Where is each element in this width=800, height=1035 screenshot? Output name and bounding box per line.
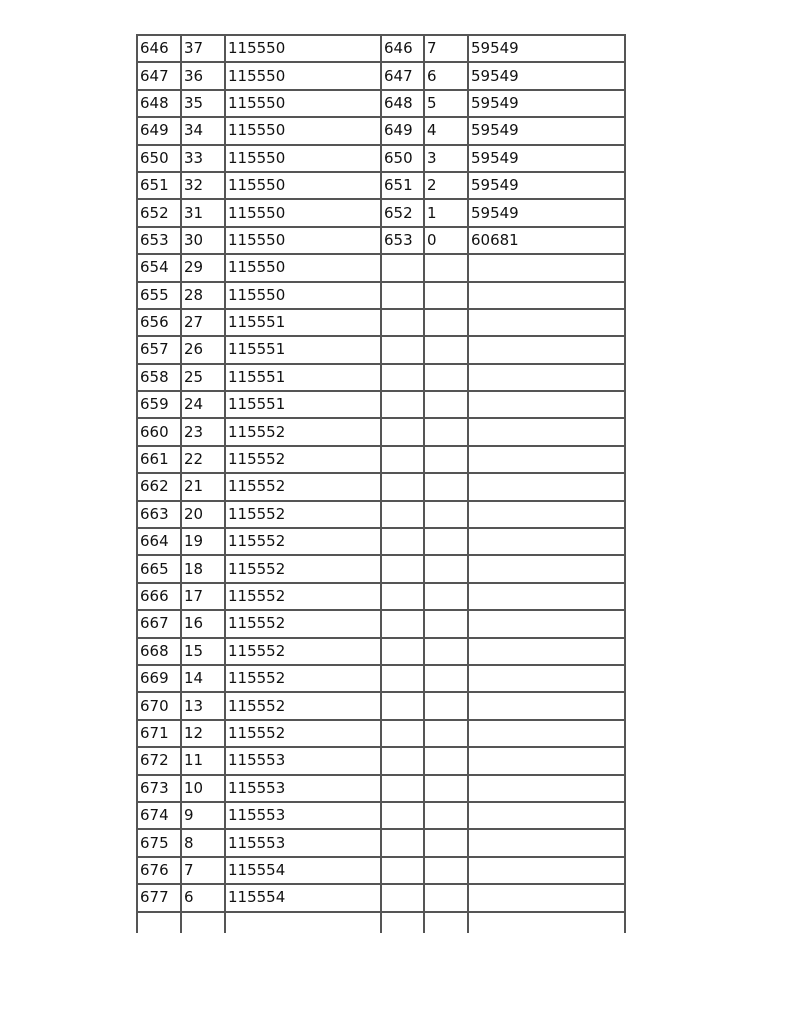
table-cell	[381, 912, 424, 933]
table-row	[137, 501, 625, 528]
table-cell: 662	[137, 473, 181, 500]
table-cell: 663	[137, 501, 181, 528]
table-cell	[381, 309, 424, 336]
table-cell: 667	[137, 610, 181, 637]
table-cell: 668	[137, 638, 181, 665]
table-cell: 17	[181, 583, 225, 610]
table-row	[137, 117, 625, 144]
table-cell: 115551	[225, 336, 381, 363]
table-cell: 673	[137, 775, 181, 802]
table-row	[137, 35, 625, 62]
table-row	[137, 309, 625, 336]
table-cell	[468, 418, 625, 445]
table-cell	[424, 638, 468, 665]
table-cell	[424, 364, 468, 391]
table-cell	[137, 912, 181, 933]
table-cell: 653	[381, 227, 424, 254]
table-cell	[424, 528, 468, 555]
table-cell	[381, 501, 424, 528]
table-cell: 115552	[225, 665, 381, 692]
table-cell	[468, 775, 625, 802]
table-row	[137, 912, 625, 933]
table-cell: 115553	[225, 747, 381, 774]
table-cell	[381, 638, 424, 665]
table-cell: 664	[137, 528, 181, 555]
table-cell	[424, 418, 468, 445]
table-row	[137, 610, 625, 637]
table-cell	[424, 446, 468, 473]
table-cell: 115553	[225, 829, 381, 856]
table-cell: 665	[137, 555, 181, 582]
table-cell: 649	[381, 117, 424, 144]
table-cell: 13	[181, 692, 225, 719]
table-cell: 115551	[225, 309, 381, 336]
table-cell: 115552	[225, 528, 381, 555]
table-row	[137, 418, 625, 445]
table-cell: 4	[424, 117, 468, 144]
table-cell	[381, 528, 424, 555]
table-cell: 676	[137, 857, 181, 884]
table-row	[137, 145, 625, 172]
table-cell: 115550	[225, 35, 381, 62]
table-cell	[424, 391, 468, 418]
table-row	[137, 747, 625, 774]
table-cell: 36	[181, 62, 225, 89]
table-cell: 115552	[225, 446, 381, 473]
table-cell: 115550	[225, 117, 381, 144]
table-cell	[424, 583, 468, 610]
table-cell: 115550	[225, 282, 381, 309]
table-cell: 674	[137, 802, 181, 829]
table-cell	[181, 912, 225, 933]
table-cell	[424, 282, 468, 309]
table-cell: 11	[181, 747, 225, 774]
table-cell: 657	[137, 336, 181, 363]
table-cell	[468, 446, 625, 473]
table-cell: 115552	[225, 473, 381, 500]
table-cell: 646	[137, 35, 181, 62]
table-cell	[381, 418, 424, 445]
table-cell: 115552	[225, 610, 381, 637]
table-cell	[381, 857, 424, 884]
table-cell: 28	[181, 282, 225, 309]
table-cell	[424, 912, 468, 933]
table-row	[137, 802, 625, 829]
table-cell: 115553	[225, 802, 381, 829]
table-cell: 20	[181, 501, 225, 528]
table-cell: 59549	[468, 145, 625, 172]
table-cell: 7	[424, 35, 468, 62]
table-cell: 60681	[468, 227, 625, 254]
table-cell: 6	[424, 62, 468, 89]
table-cell	[468, 747, 625, 774]
table-row	[137, 857, 625, 884]
table-cell: 115550	[225, 199, 381, 226]
table-row	[137, 62, 625, 89]
table-cell: 59549	[468, 117, 625, 144]
table-cell	[424, 336, 468, 363]
table-cell: 27	[181, 309, 225, 336]
table-cell	[381, 720, 424, 747]
table-cell	[468, 720, 625, 747]
table-cell: 115552	[225, 555, 381, 582]
table-row	[137, 829, 625, 856]
table-cell	[468, 528, 625, 555]
table-cell: 648	[381, 90, 424, 117]
table-cell	[424, 775, 468, 802]
table-cell	[468, 555, 625, 582]
table-row	[137, 884, 625, 911]
table-cell: 675	[137, 829, 181, 856]
table-cell	[381, 775, 424, 802]
table-cell: 16	[181, 610, 225, 637]
table-cell: 115550	[225, 227, 381, 254]
table-cell: 677	[137, 884, 181, 911]
table-cell	[381, 282, 424, 309]
table-cell: 115552	[225, 692, 381, 719]
table-cell: 661	[137, 446, 181, 473]
table-cell: 34	[181, 117, 225, 144]
table-cell: 653	[137, 227, 181, 254]
table-cell: 9	[181, 802, 225, 829]
table-cell	[468, 309, 625, 336]
table-cell	[381, 802, 424, 829]
table-cell	[468, 336, 625, 363]
table-cell: 115554	[225, 857, 381, 884]
table-cell: 648	[137, 90, 181, 117]
table-cell: 652	[381, 199, 424, 226]
table-body	[137, 35, 625, 933]
data-table	[136, 34, 626, 933]
table-cell: 649	[137, 117, 181, 144]
table-cell: 18	[181, 555, 225, 582]
table-cell: 647	[137, 62, 181, 89]
table-row	[137, 775, 625, 802]
table-cell: 12	[181, 720, 225, 747]
table-cell: 6	[181, 884, 225, 911]
table-cell: 32	[181, 172, 225, 199]
table-cell	[424, 720, 468, 747]
table-cell	[468, 473, 625, 500]
table-cell	[468, 912, 625, 933]
table-cell: 647	[381, 62, 424, 89]
table-cell: 660	[137, 418, 181, 445]
table-cell: 115552	[225, 720, 381, 747]
table-cell: 10	[181, 775, 225, 802]
table-cell: 666	[137, 583, 181, 610]
table-cell: 26	[181, 336, 225, 363]
table-cell: 672	[137, 747, 181, 774]
table-cell	[424, 254, 468, 281]
table-cell: 19	[181, 528, 225, 555]
table-cell	[381, 254, 424, 281]
table-cell: 115552	[225, 501, 381, 528]
table-cell: 115550	[225, 254, 381, 281]
table-cell	[381, 610, 424, 637]
table-cell	[381, 364, 424, 391]
table-cell: 115552	[225, 638, 381, 665]
table-cell: 22	[181, 446, 225, 473]
table-cell	[381, 747, 424, 774]
table-row	[137, 172, 625, 199]
table-cell: 115552	[225, 418, 381, 445]
table-cell: 23	[181, 418, 225, 445]
table-row	[137, 364, 625, 391]
table-cell: 655	[137, 282, 181, 309]
table-cell	[424, 610, 468, 637]
table-cell: 115550	[225, 145, 381, 172]
table-cell	[468, 884, 625, 911]
table-cell	[424, 802, 468, 829]
table-row	[137, 528, 625, 555]
table-cell: 654	[137, 254, 181, 281]
table-cell	[468, 364, 625, 391]
table-cell	[424, 309, 468, 336]
table-row	[137, 555, 625, 582]
table-row	[137, 446, 625, 473]
table-cell	[381, 473, 424, 500]
table-cell	[468, 254, 625, 281]
table-cell: 670	[137, 692, 181, 719]
table-cell	[424, 501, 468, 528]
table-cell: 7	[181, 857, 225, 884]
table-cell	[424, 692, 468, 719]
table-cell: 30	[181, 227, 225, 254]
table-cell: 651	[137, 172, 181, 199]
table-row	[137, 665, 625, 692]
table-row	[137, 90, 625, 117]
table-cell	[468, 829, 625, 856]
table-cell	[424, 665, 468, 692]
table-row	[137, 583, 625, 610]
table-cell: 59549	[468, 90, 625, 117]
table-cell	[381, 555, 424, 582]
table-cell	[424, 473, 468, 500]
table-cell: 21	[181, 473, 225, 500]
table-cell: 35	[181, 90, 225, 117]
table-cell	[381, 446, 424, 473]
table-cell	[468, 282, 625, 309]
table-row	[137, 254, 625, 281]
table-row	[137, 282, 625, 309]
table-cell	[381, 391, 424, 418]
table-row	[137, 720, 625, 747]
table-cell: 59549	[468, 199, 625, 226]
table-cell: 646	[381, 35, 424, 62]
table-cell	[424, 555, 468, 582]
table-cell	[468, 857, 625, 884]
table-cell: 669	[137, 665, 181, 692]
table-cell: 115552	[225, 583, 381, 610]
table-cell: 651	[381, 172, 424, 199]
table-cell: 5	[424, 90, 468, 117]
table-cell	[424, 829, 468, 856]
table-cell: 33	[181, 145, 225, 172]
table-cell: 15	[181, 638, 225, 665]
table-cell	[468, 802, 625, 829]
table-cell	[381, 884, 424, 911]
table-cell: 652	[137, 199, 181, 226]
table-cell: 115554	[225, 884, 381, 911]
table-cell: 59549	[468, 62, 625, 89]
table-row	[137, 391, 625, 418]
table-cell: 115551	[225, 391, 381, 418]
table-cell: 115550	[225, 172, 381, 199]
table-cell	[381, 829, 424, 856]
table-cell: 3	[424, 145, 468, 172]
table-row	[137, 336, 625, 363]
table-cell: 31	[181, 199, 225, 226]
table-cell: 8	[181, 829, 225, 856]
table-cell: 650	[381, 145, 424, 172]
table-cell	[381, 692, 424, 719]
table-row	[137, 199, 625, 226]
table-cell: 656	[137, 309, 181, 336]
table-cell	[468, 391, 625, 418]
table-cell: 658	[137, 364, 181, 391]
table-cell: 1	[424, 199, 468, 226]
table-row	[137, 227, 625, 254]
table-cell: 659	[137, 391, 181, 418]
table-cell	[468, 665, 625, 692]
table-cell: 671	[137, 720, 181, 747]
table-cell: 14	[181, 665, 225, 692]
table-cell	[225, 912, 381, 933]
table-cell: 25	[181, 364, 225, 391]
table-cell: 29	[181, 254, 225, 281]
table-cell	[468, 610, 625, 637]
table-row	[137, 692, 625, 719]
table-cell: 115553	[225, 775, 381, 802]
table-row	[137, 638, 625, 665]
table-cell	[468, 692, 625, 719]
table-cell: 2	[424, 172, 468, 199]
table-cell	[468, 583, 625, 610]
table-cell: 650	[137, 145, 181, 172]
table-cell	[424, 857, 468, 884]
table-cell: 115551	[225, 364, 381, 391]
table-row	[137, 473, 625, 500]
table-cell	[468, 638, 625, 665]
table-cell	[381, 665, 424, 692]
table-cell: 115550	[225, 62, 381, 89]
table-cell	[424, 747, 468, 774]
table-cell: 24	[181, 391, 225, 418]
table-cell	[468, 501, 625, 528]
table-cell: 59549	[468, 35, 625, 62]
table-cell: 115550	[225, 90, 381, 117]
table-cell: 0	[424, 227, 468, 254]
table-cell: 37	[181, 35, 225, 62]
table-cell: 59549	[468, 172, 625, 199]
table-cell	[381, 336, 424, 363]
table-cell	[381, 583, 424, 610]
table-cell	[424, 884, 468, 911]
